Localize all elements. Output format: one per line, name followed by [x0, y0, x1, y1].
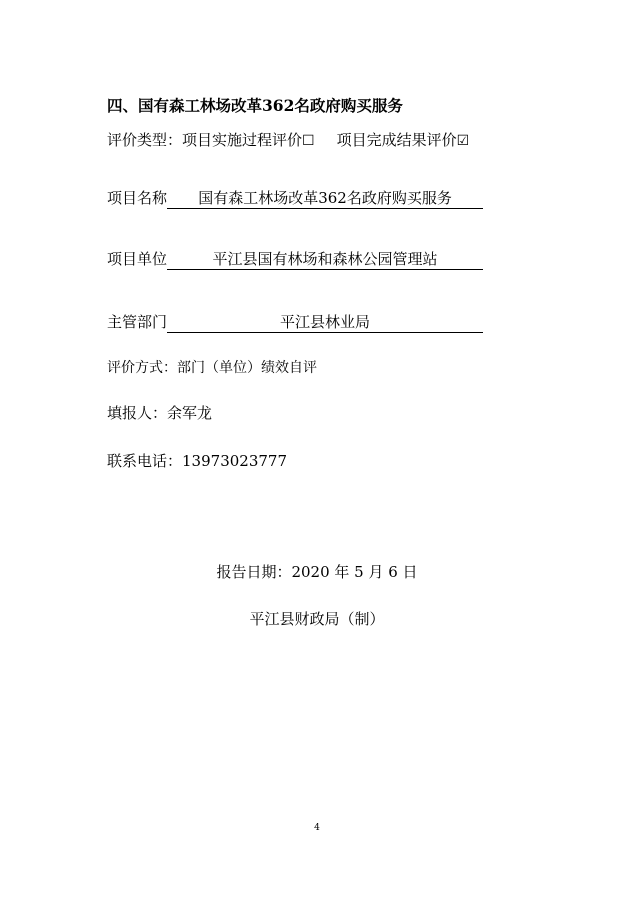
project-unit-row	[107, 249, 483, 270]
evaluation-method-row	[107, 358, 317, 378]
section-heading: 四、国有森工林场改革362名政府购买服务	[107, 96, 403, 115]
evaluation-method-label: 评价方式：	[107, 360, 177, 376]
supervising-dept-row	[107, 312, 483, 333]
project-name-label: 项目名称	[107, 189, 168, 207]
project-unit-value: 平江县国有林场和森林公园管理站	[167, 250, 483, 270]
result-evaluation-checkbox[interactable]: ☑	[456, 133, 470, 149]
project-unit-label: 项目单位	[107, 250, 168, 268]
phone-label: 联系电话：	[107, 452, 183, 470]
supervising-dept-value: 平江县林业局	[167, 313, 483, 333]
evaluation-type-label: 评价类型：	[107, 131, 183, 149]
phone-row	[107, 451, 287, 471]
option-result-label: 项目完成结果评价	[336, 131, 457, 149]
filler-row	[107, 403, 212, 423]
phone-value: 13973023777	[182, 452, 287, 470]
issuer: 平江县财政局（制）	[249, 610, 385, 628]
evaluation-method-value: 部门（单位）绩效自评	[177, 360, 317, 376]
option-process-label: 项目实施过程评价	[182, 131, 303, 149]
page-number: 4	[314, 823, 320, 833]
process-evaluation-checkbox[interactable]: ☐	[302, 133, 315, 149]
supervising-dept-label: 主管部门	[107, 313, 168, 331]
evaluation-type-row	[107, 130, 469, 151]
report-date: 报告日期：2020 年 5 月 6 日	[216, 563, 418, 581]
project-name-row	[107, 188, 483, 209]
project-name-value: 国有森工林场改革362名政府购买服务	[167, 189, 483, 209]
filler-value: 余军龙	[167, 404, 213, 422]
filler-label: 填报人：	[107, 404, 168, 422]
